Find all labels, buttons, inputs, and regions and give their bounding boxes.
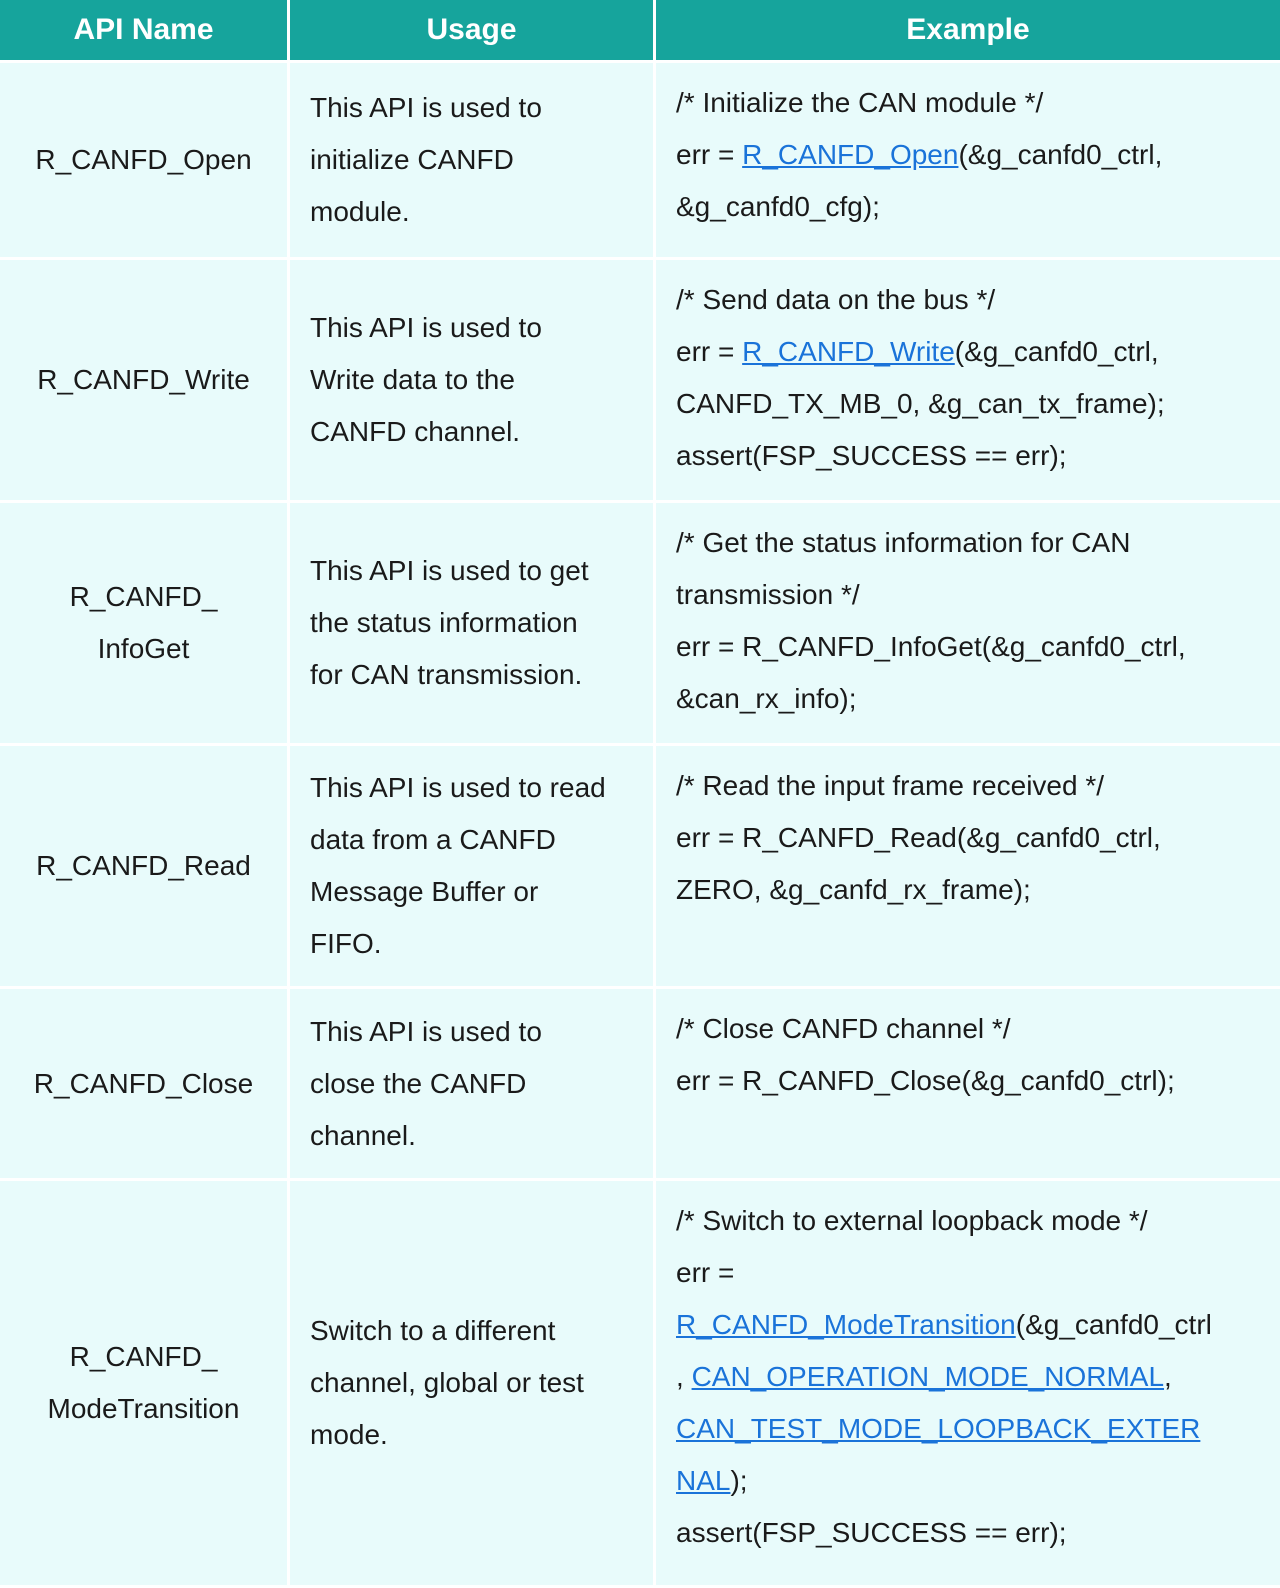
code-text: (&g_canfd0_ctrl — [1015, 1309, 1212, 1340]
example-cell — [656, 1181, 1280, 1588]
usage-cell — [290, 1181, 656, 1588]
can-test-mode-loopback-external-link[interactable]: CAN_TEST_MODE_LOOPBACK_EXTER — [676, 1413, 1201, 1444]
usage-line: This API is used to read — [310, 772, 606, 803]
api-name-cell — [0, 1181, 290, 1588]
r-canfd-write-link[interactable]: R_CANFD_Write — [742, 336, 955, 367]
table-row — [0, 260, 1280, 503]
can-test-mode-loopback-external-link-cont[interactable]: NAL — [676, 1465, 731, 1496]
usage-line: Message Buffer or — [310, 876, 539, 907]
table-row — [0, 63, 1280, 260]
code-line — [676, 1403, 1272, 1455]
usage-line: module. — [310, 196, 410, 227]
api-name-cell — [0, 746, 290, 989]
table-row — [0, 746, 1280, 989]
example-cell — [656, 63, 1280, 260]
code-line: err = — [676, 1257, 735, 1288]
api-name: ModeTransition — [47, 1393, 240, 1424]
code-line — [676, 1351, 1272, 1403]
code-line: &can_rx_info); — [676, 683, 857, 714]
header-example: Example — [656, 0, 1280, 63]
code-comment: /* Close CANFD channel */ — [676, 1013, 1011, 1044]
code-comment: /* Read the input frame received */ — [676, 770, 1105, 801]
usage-line: This API is used to — [310, 92, 542, 123]
usage-line: Switch to a different — [310, 1315, 556, 1346]
table-row — [0, 1181, 1280, 1588]
code-line — [676, 129, 1272, 181]
r-canfd-modetransition-link[interactable]: R_CANFD_ModeTransition — [676, 1309, 1016, 1340]
usage-line: initialize CANFD — [310, 144, 514, 175]
code-line: err = R_CANFD_InfoGet(&g_canfd0_ctrl, — [676, 631, 1186, 662]
usage-cell — [290, 260, 656, 503]
code-text: , — [1164, 1361, 1172, 1392]
code-line: &g_canfd0_cfg); — [676, 191, 880, 222]
api-name: R_CANFD_ — [69, 1341, 218, 1372]
example-cell — [656, 260, 1280, 503]
code-text: err = — [676, 336, 743, 367]
usage-line: FIFO. — [310, 928, 382, 959]
usage-cell — [290, 746, 656, 989]
code-line: assert(FSP_SUCCESS == err); — [676, 440, 1067, 471]
api-name: InfoGet — [97, 633, 190, 664]
code-text: err = — [676, 139, 743, 170]
usage-line: close the CANFD — [310, 1067, 527, 1099]
usage-line: data from a CANFD — [310, 824, 556, 855]
can-operation-mode-normal-link[interactable]: CAN_OPERATION_MODE_NORMAL — [691, 1361, 1165, 1392]
api-name: R_CANFD_Read — [36, 850, 251, 881]
code-comment: /* Switch to external loopback mode */ — [676, 1205, 1148, 1236]
example-cell — [656, 989, 1280, 1181]
example-cell — [656, 503, 1280, 746]
header-row — [0, 0, 1280, 63]
api-name: R_CANFD_Close — [33, 1067, 254, 1099]
code-comment: /* Get the status information for CAN — [676, 527, 1131, 558]
code-line: ZERO, &g_canfd_rx_frame); — [676, 874, 1031, 905]
api-name: R_CANFD_Write — [37, 364, 250, 395]
api-name-cell — [0, 260, 290, 503]
code-line — [676, 1299, 1272, 1351]
code-comment: /* Send data on the bus */ — [676, 284, 996, 315]
api-name: R_CANFD_ — [69, 581, 218, 612]
usage-line: This API is used to — [310, 312, 542, 343]
code-text: (&g_canfd0_ctrl, — [954, 336, 1159, 367]
code-text: , — [676, 1361, 692, 1392]
api-name-cell — [0, 503, 290, 746]
api-name-cell — [0, 63, 290, 260]
r-canfd-open-link[interactable]: R_CANFD_Open — [742, 139, 959, 170]
usage-cell — [290, 63, 656, 260]
usage-line: the status information — [310, 607, 578, 638]
code-line: err = R_CANFD_Read(&g_canfd0_ctrl, — [676, 822, 1161, 853]
usage-line: channel. — [310, 1119, 416, 1151]
code-line — [676, 326, 1272, 378]
usage-line: channel, global or test — [310, 1367, 584, 1398]
code-text: ); — [730, 1465, 748, 1496]
code-text: (&g_canfd0_ctrl, — [958, 139, 1163, 170]
usage-line: mode. — [310, 1419, 388, 1450]
usage-line: CANFD channel. — [310, 416, 521, 447]
code-comment: /* Initialize the CAN module */ — [676, 87, 1044, 118]
table-row — [0, 503, 1280, 746]
header-usage: Usage — [290, 0, 656, 63]
code-comment: transmission */ — [676, 579, 860, 610]
usage-line: This API is used to — [310, 1015, 542, 1047]
header-api-name: API Name — [0, 0, 290, 63]
api-name-cell — [0, 989, 290, 1181]
api-name: R_CANFD_Open — [35, 144, 252, 175]
usage-cell — [290, 503, 656, 746]
code-line: assert(FSP_SUCCESS == err); — [676, 1517, 1067, 1548]
usage-line: Write data to the — [310, 364, 515, 395]
code-line: err = R_CANFD_Close(&g_canfd0_ctrl); — [676, 1065, 1175, 1096]
code-line: CANFD_TX_MB_0, &g_can_tx_frame); — [676, 388, 1165, 419]
code-line — [676, 1455, 1272, 1507]
example-cell — [656, 746, 1280, 989]
usage-cell — [290, 989, 656, 1181]
usage-line: for CAN transmission. — [310, 659, 583, 690]
usage-line: This API is used to get — [310, 555, 589, 586]
table-row — [0, 989, 1280, 1181]
